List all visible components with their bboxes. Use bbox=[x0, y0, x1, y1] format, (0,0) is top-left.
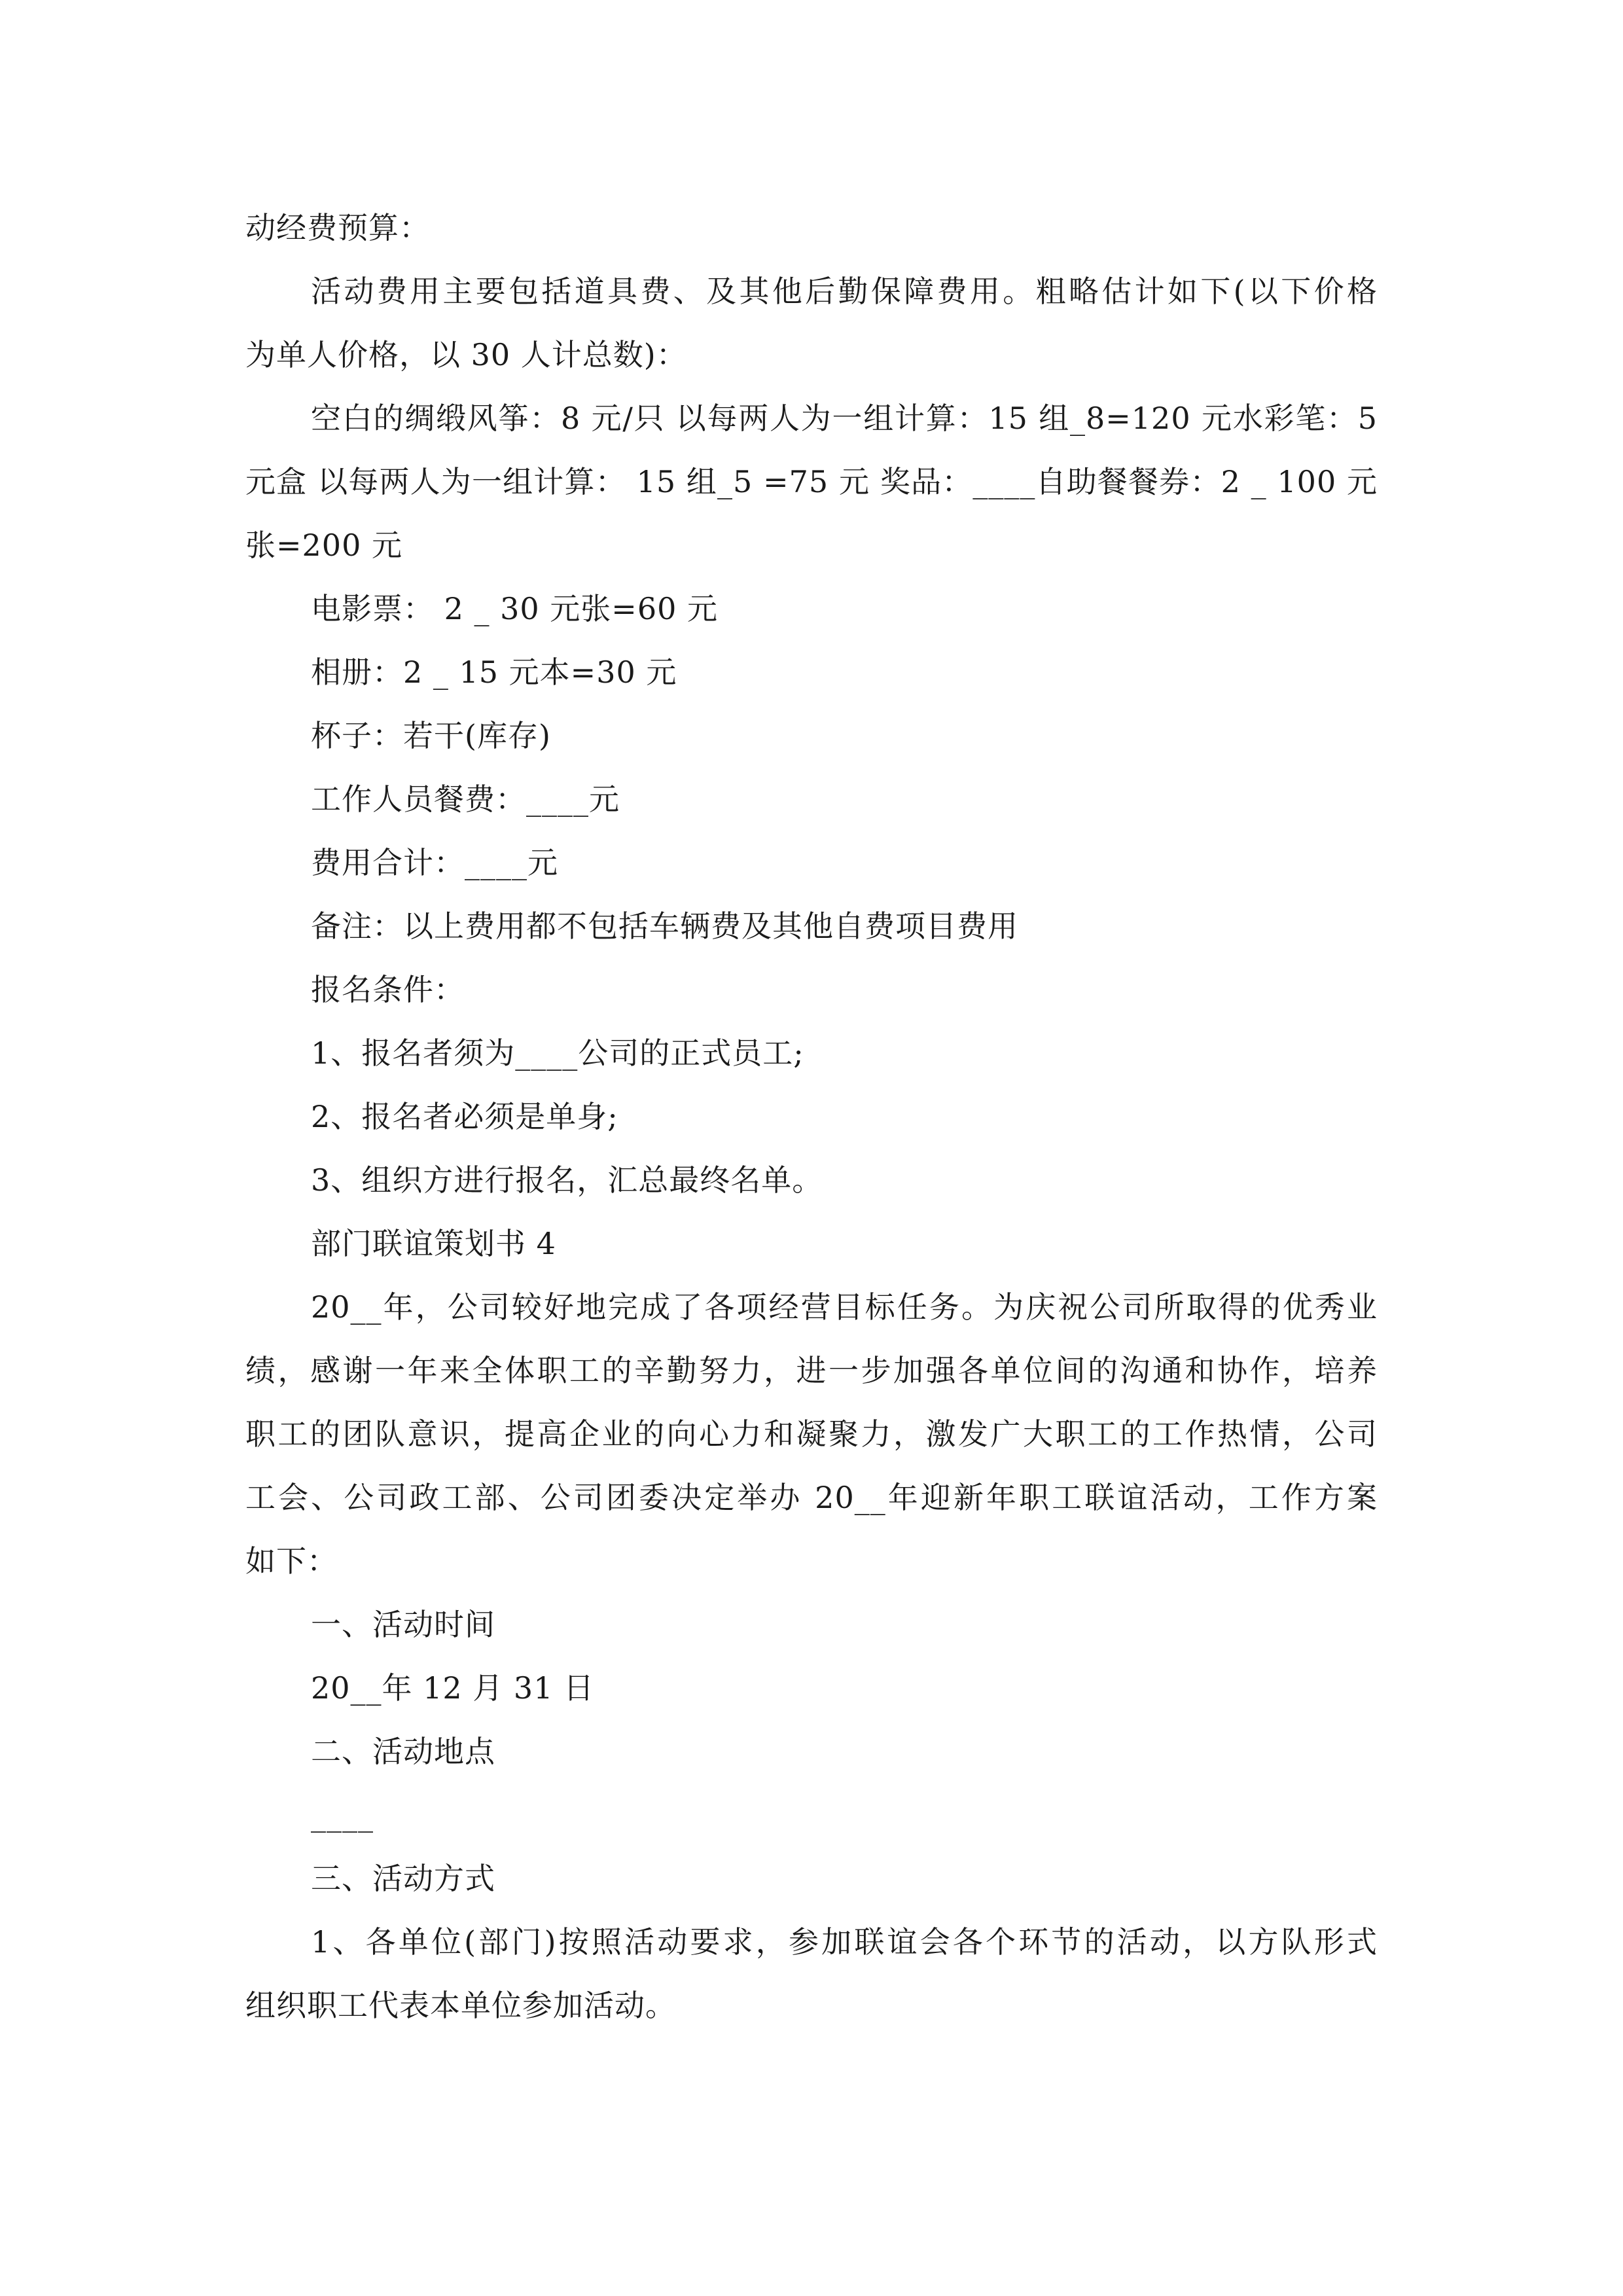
document-line: 张=200 元 bbox=[245, 528, 402, 563]
document-line: 空白的绸缎风筝：8 元/只 以每两人为一组计算：15 组_8=120 元水彩笔：5 bbox=[311, 401, 1378, 436]
document-line: 20__年 12 月 31 日 bbox=[311, 1670, 595, 1706]
document-line: 元盒 以每两人为一组计算： 15 组_5 =75 元 奖品：____自助餐餐券：2 _ 100 元 bbox=[245, 464, 1378, 499]
document-line: 费用合计：____元 bbox=[311, 845, 558, 880]
document-line: 相册：2 _ 15 元本=30 元 bbox=[311, 655, 677, 690]
document-line: 2、报名者必须是单身; bbox=[311, 1099, 618, 1134]
document-line: 备注：以上费用都不包括车辆费及其他自费项目费用 bbox=[311, 908, 1018, 944]
document-line: 工作人员餐费：____元 bbox=[311, 781, 620, 817]
document-line: 职工的团队意识，提高企业的向心力和凝聚力，激发广大职工的工作热情，公司 bbox=[245, 1416, 1378, 1452]
document-line: 部门联谊策划书 4 bbox=[311, 1226, 556, 1261]
document-line: 报名条件： bbox=[311, 972, 465, 1007]
document-line: 组织职工代表本单位参加活动。 bbox=[245, 1988, 676, 2023]
document-line: 三、活动方式 bbox=[311, 1861, 495, 1896]
document-line: 动经费预算： bbox=[245, 210, 430, 245]
document-line: ____ bbox=[311, 1797, 374, 1833]
document-line: 一、活动时间 bbox=[311, 1607, 495, 1642]
document-line: 二、活动地点 bbox=[311, 1734, 495, 1769]
document-line: 电影票： 2 _ 30 元张=60 元 bbox=[311, 591, 718, 626]
document-line: 工会、公司政工部、公司团委决定举办 20__年迎新年职工联谊活动，工作方案 bbox=[245, 1480, 1378, 1515]
document-line: 1、报名者须为____公司的正式员工; bbox=[311, 1035, 804, 1071]
document-line: 如下： bbox=[245, 1543, 338, 1579]
document-line: 活动费用主要包括道具费、及其他后勤保障费用。粗略估计如下(以下价格 bbox=[311, 274, 1378, 309]
document-line: 杯子：若干(库存) bbox=[311, 718, 551, 753]
document-page bbox=[245, 196, 1378, 2037]
document-line: 绩，感谢一年来全体职工的辛勤努力，进一步加强各单位间的沟通和协作，培养 bbox=[245, 1353, 1378, 1388]
document-line: 20__年，公司较好地完成了各项经营目标任务。为庆祝公司所取得的优秀业 bbox=[311, 1289, 1378, 1325]
document-line: 1、各单位(部门)按照活动要求，参加联谊会各个环节的活动，以方队形式 bbox=[311, 1924, 1378, 1960]
document-line: 为单人价格，以 30 人计总数)： bbox=[245, 337, 687, 372]
document-line: 3、组织方进行报名，汇总最终名单。 bbox=[311, 1162, 823, 1198]
